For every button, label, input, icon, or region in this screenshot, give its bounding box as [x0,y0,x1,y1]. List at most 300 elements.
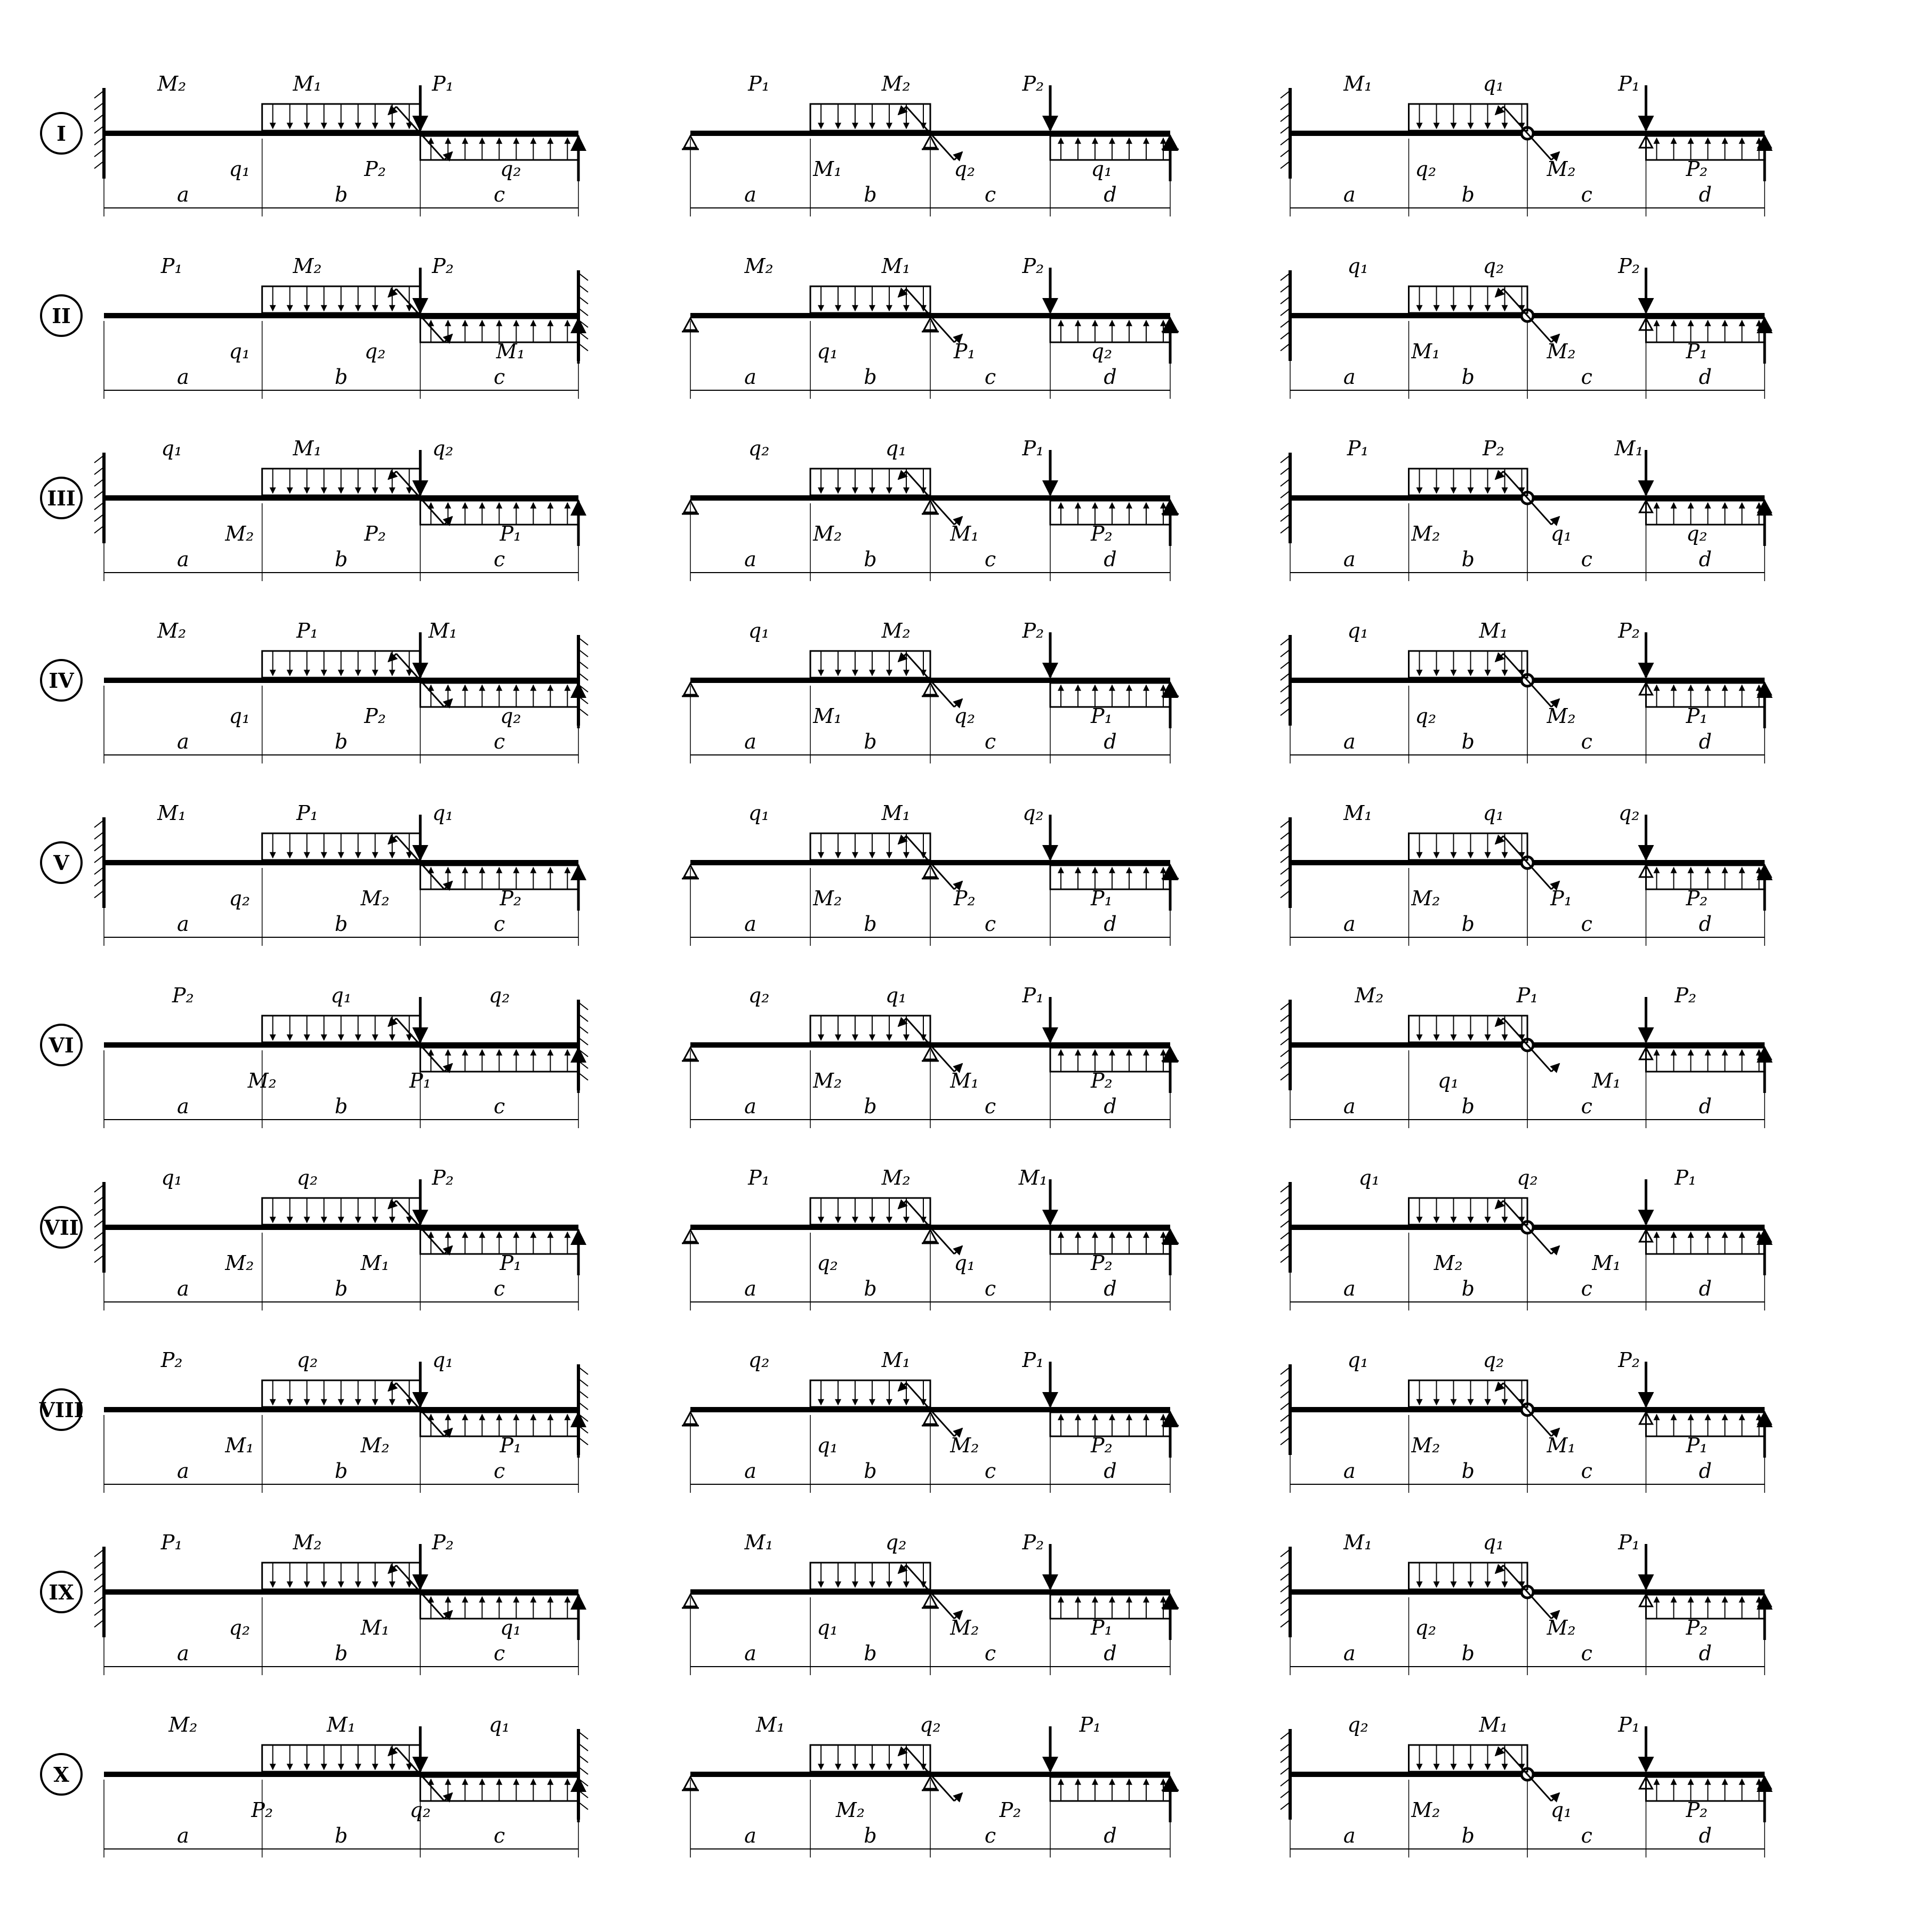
load-label: P₂ [1618,1348,1640,1372]
span-label: a [744,183,756,206]
distributed-load [1409,469,1528,495]
beam-scheme [104,1713,588,1857]
span-label: d [1104,1824,1117,1847]
moment-arrow [1495,1565,1503,1573]
span-label: a [1343,365,1356,389]
load-label: q₁ [1091,157,1113,181]
span-label: b [334,730,348,753]
load-label: M₁ [428,619,457,642]
load-label: P₂ [432,1166,454,1189]
distributed-load [810,651,930,678]
moment-arrow [898,1748,906,1756]
load-label: M₂ [225,1251,254,1275]
beam-scheme [682,1348,1179,1493]
span-label: d [1698,730,1712,753]
load-label: M₁ [1479,619,1508,642]
span-label: c [984,548,996,571]
moment-arrow [898,107,906,115]
beam-scheme [94,437,578,581]
beam-scheme [1281,1531,1771,1675]
load-label: q₁ [161,1166,182,1189]
load-label: P₁ [1686,1434,1708,1457]
load-label: M₂ [813,1069,842,1092]
span-label: a [744,730,756,753]
span-label: c [984,1824,996,1847]
load-label: P₂ [1686,1616,1708,1639]
load-label: q₁ [229,704,251,728]
scheme-row [41,72,1771,216]
span-label: c [494,1642,505,1665]
span-label: a [177,1459,189,1483]
load-label: P₂ [1022,1531,1044,1554]
span-label: d [1104,1642,1117,1665]
load-label: q₂ [1091,340,1113,363]
span-label: a [1343,730,1356,753]
load-label: P₂ [1483,437,1504,460]
span-label: b [864,730,877,753]
span-label: a [1343,548,1356,571]
row-numeral: VI [49,1033,74,1057]
moment-arrow [898,471,906,479]
distributed-load [810,1198,930,1225]
load-label: q₂ [296,1348,318,1372]
load-label: P₁ [500,1434,522,1457]
span-label: a [177,548,189,571]
distributed-load [1050,1230,1170,1254]
load-label: M₁ [950,1069,979,1092]
moment-arrow [1495,1383,1503,1391]
moment-arrow [898,836,906,844]
span-label: a [744,1459,756,1483]
span-label: d [1104,912,1117,936]
beam-scheme [104,254,588,399]
span-label: d [1698,365,1712,389]
span-label: d [1698,183,1712,206]
span-label: a [744,1277,756,1300]
scheme-row [41,1531,1771,1675]
span-label: a [1343,912,1356,936]
distributed-load [1409,1563,1528,1589]
span-label: c [1581,1277,1592,1300]
span-label: a [1343,183,1356,206]
span-label: b [864,183,877,206]
load-label: M₂ [813,887,842,910]
load-label: q₁ [1347,1348,1368,1372]
distributed-load [1646,683,1765,707]
span-label: c [494,1095,505,1118]
load-label: M₂ [157,619,187,642]
load-label: M₁ [813,704,842,728]
load-label: P₁ [1347,437,1369,460]
span-label: a [177,1277,189,1300]
load-label: P₂ [364,157,386,181]
beam-scheme [1281,801,1771,946]
span-label: c [494,730,505,753]
beam-scheme [682,254,1179,399]
beam-scheme [682,801,1179,946]
distributed-load [1646,318,1765,342]
load-label: M₂ [881,619,911,642]
load-label: P₂ [432,1531,454,1554]
load-label: q₁ [817,1434,838,1457]
distributed-load [1050,136,1170,160]
load-label: q₁ [229,157,251,181]
span-label: a [744,1642,756,1665]
scheme-row [41,801,1771,946]
load-label: P₁ [160,1531,183,1554]
span-label: d [1104,183,1117,206]
beam-scheme [682,619,1179,763]
load-label: q₂ [296,1166,318,1189]
load-label: q₂ [500,157,521,181]
load-label: P₁ [1550,887,1572,910]
load-label: q₂ [1686,522,1708,545]
scheme-row [41,1713,1771,1857]
distributed-load [1646,1595,1765,1619]
load-label: M₁ [1614,437,1644,460]
load-label: q₂ [748,1348,770,1372]
span-label: c [494,183,505,206]
load-label: P₂ [1091,522,1113,545]
row-numeral: III [47,486,76,510]
distributed-load [1409,1380,1528,1407]
load-label: q₂ [229,1616,251,1639]
row-numeral: IV [49,669,74,693]
span-label: c [494,1277,505,1300]
load-label: M₁ [225,1434,254,1457]
scheme-row [41,254,1771,399]
load-label: q₁ [1483,72,1504,95]
load-label: q₂ [748,437,770,460]
span-label: b [1461,548,1475,571]
span-label: b [1461,365,1475,389]
span-label: b [334,548,348,571]
load-label: M₂ [1411,1434,1440,1457]
load-label: M₂ [225,522,254,545]
load-label: M₁ [1018,1166,1048,1189]
load-label: q₁ [748,619,770,642]
span-label: c [984,1459,996,1483]
span-label: c [1581,1824,1592,1847]
distributed-load [1409,286,1528,313]
load-label: M₁ [293,72,322,95]
load-label: q₂ [1023,801,1044,825]
load-label: M₁ [1547,1434,1576,1457]
load-label: P₂ [1686,1798,1708,1822]
beam-scheme [94,1531,578,1675]
load-label: P₁ [296,801,318,825]
load-label: M₂ [1411,522,1440,545]
load-label: P₁ [748,72,770,95]
load-label: q₂ [885,1531,907,1554]
load-label: M₂ [813,522,842,545]
distributed-load [1409,833,1528,860]
beam-scheme [682,1531,1179,1675]
beam-scheme [104,1348,588,1493]
distributed-load [1050,1048,1170,1072]
moment-arrow [898,289,906,297]
span-label: a [744,365,756,389]
load-label: M₁ [1592,1251,1621,1275]
load-label: q₁ [817,340,838,363]
row-numeral: II [52,304,71,328]
load-label: P₁ [1686,340,1708,363]
load-label: M₂ [950,1616,979,1639]
load-label: P₁ [1618,1713,1640,1736]
moment-arrow [1495,1018,1503,1026]
load-label: P₂ [1091,1434,1113,1457]
distributed-load [1409,651,1528,678]
load-label: q₂ [920,1713,941,1736]
load-label: q₁ [331,984,352,1007]
span-label: b [334,1642,348,1665]
span-label: c [494,1459,505,1483]
load-label: M₂ [1411,1798,1440,1822]
distributed-load [1409,1198,1528,1225]
load-label: q₁ [748,801,770,825]
distributed-load [810,286,930,313]
span-label: c [984,912,996,936]
load-label: M₂ [881,1166,911,1189]
span-label: a [744,1095,756,1118]
beam-scheme [1281,254,1771,399]
distributed-load [1646,136,1765,160]
span-label: c [1581,1642,1592,1665]
span-label: c [1581,183,1592,206]
distributed-load [1646,1412,1765,1436]
span-label: d [1104,548,1117,571]
span-label: d [1698,1642,1712,1665]
load-label: P₂ [500,887,522,910]
span-label: b [334,1459,348,1483]
row-numeral: IX [49,1580,74,1604]
span-label: c [984,1277,996,1300]
span-label: a [177,183,189,206]
distributed-load [810,1016,930,1042]
row-numeral: V [53,851,69,875]
span-label: a [177,1095,189,1118]
load-label: P₁ [500,522,522,545]
span-label: c [494,548,505,571]
load-label: P₂ [1618,254,1640,278]
load-label: M₂ [1355,984,1384,1007]
load-label: q₁ [432,1348,454,1372]
load-label: M₁ [496,340,525,363]
span-label: d [1698,912,1712,936]
load-label: q₂ [1483,254,1504,278]
beam-scheme [682,984,1179,1128]
beam-scheme [1281,437,1771,581]
load-label: q₂ [488,984,510,1007]
load-label: P₁ [1022,984,1044,1007]
span-label: d [1698,1277,1712,1300]
load-label: P₁ [953,340,976,363]
distributed-load [1646,1777,1765,1801]
span-label: d [1104,365,1117,389]
moment-arrow [898,1018,906,1026]
span-label: b [1461,730,1475,753]
span-label: c [1581,912,1592,936]
span-label: b [864,1095,877,1118]
load-label: q₂ [229,887,251,910]
load-label: q₂ [1415,704,1437,728]
load-label: P₁ [1675,1166,1697,1189]
load-label: q₂ [1517,1166,1538,1189]
span-label: b [1461,183,1475,206]
beam-scheme [1281,1166,1771,1310]
span-label: b [864,1824,877,1847]
load-label: P₂ [1022,254,1044,278]
load-label: q₂ [409,1798,431,1822]
load-label: q₁ [229,340,251,363]
distributed-load [1646,1048,1765,1072]
load-label: M₁ [881,1348,911,1372]
load-label: P₁ [409,1069,431,1092]
span-label: d [1698,548,1712,571]
span-label: c [1581,1095,1592,1118]
span-label: b [1461,912,1475,936]
row-numeral: VIII [39,1398,84,1422]
load-label: P₁ [1686,704,1708,728]
load-label: M₂ [157,72,187,95]
span-label: c [494,365,505,389]
load-label: M₁ [813,157,842,181]
span-label: c [494,912,505,936]
load-label: M₂ [1547,704,1576,728]
load-label: q₁ [1483,801,1504,825]
load-label: P₂ [953,887,976,910]
load-label: M₁ [744,1531,774,1554]
beam-scheme [104,619,588,763]
span-label: b [334,912,348,936]
load-label: P₁ [500,1251,522,1275]
span-label: c [1581,730,1592,753]
load-label: M₁ [326,1713,356,1736]
load-label: P₂ [364,522,386,545]
load-label: P₂ [1091,1069,1113,1092]
load-label: M₁ [1343,1531,1373,1554]
load-label: M₁ [755,1713,785,1736]
load-label: P₁ [748,1166,770,1189]
beam-scheme [682,437,1179,581]
scheme-row [41,1166,1771,1310]
span-label: c [984,1642,996,1665]
load-label: P₁ [1022,437,1044,460]
load-label: q₂ [1347,1713,1368,1736]
load-label: M₂ [360,1434,390,1457]
load-label: P₂ [1618,619,1640,642]
load-label: M₁ [881,254,911,278]
span-label: d [1698,1459,1712,1483]
moment-arrow [1495,836,1503,844]
moment-arrow [1495,289,1503,297]
span-label: b [334,1824,348,1847]
span-label: b [864,1642,877,1665]
load-label: M₁ [1479,1713,1508,1736]
load-label: M₂ [247,1069,277,1092]
load-label: P₁ [160,254,183,278]
load-label: M₁ [1592,1069,1621,1092]
distributed-load [1050,683,1170,707]
beam-scheme [682,1166,1179,1310]
load-label: q₂ [1483,1348,1504,1372]
span-label: d [1698,1095,1712,1118]
span-label: b [864,1459,877,1483]
moment-arrow [1495,107,1503,115]
beam-scheme [1281,984,1771,1128]
load-label: M₂ [1547,1616,1576,1639]
span-label: b [1461,1095,1475,1118]
distributed-load [1050,501,1170,525]
distributed-load [1646,1230,1765,1254]
load-label: q₂ [954,704,976,728]
load-label: P₂ [364,704,386,728]
load-label: P₂ [1686,887,1708,910]
span-label: b [864,912,877,936]
load-label: M₂ [168,1713,198,1736]
moment-arrow [1495,654,1503,662]
load-label: M₂ [1547,340,1576,363]
beam-scheme [94,72,578,216]
load-label: q₁ [1483,1531,1504,1554]
row-numeral: I [57,122,66,146]
load-label: q₁ [1347,254,1368,278]
load-label: q₁ [885,437,907,460]
load-label: M₂ [1411,887,1440,910]
span-label: b [1461,1642,1475,1665]
load-label: q₂ [432,437,454,460]
distributed-load [1050,1595,1170,1619]
load-label: P₁ [1516,984,1539,1007]
load-label: P₂ [160,1348,183,1372]
distributed-load [810,833,930,860]
beam-scheme [1281,72,1771,216]
load-label: P₂ [1022,72,1044,95]
span-label: c [1581,548,1592,571]
load-label: q₁ [161,437,182,460]
row-numeral: X [53,1763,69,1787]
load-label: q₂ [1415,157,1437,181]
row-numeral: VII [44,1216,79,1240]
moment-arrow [898,654,906,662]
load-label: q₂ [1618,801,1640,825]
moment-arrow [898,1201,906,1209]
span-label: b [334,1095,348,1118]
load-label: M₁ [1343,801,1373,825]
scheme-row [39,1348,1771,1493]
load-label: P₂ [1022,619,1044,642]
beam-scheme [682,72,1179,216]
span-label: c [984,183,996,206]
load-label: M₁ [157,801,187,825]
load-label: M₁ [360,1616,390,1639]
span-label: a [1343,1824,1356,1847]
span-label: b [1461,1459,1475,1483]
span-label: b [864,1277,877,1300]
distributed-load [1646,501,1765,525]
beam-scheme [94,801,578,946]
distributed-load [1050,1412,1170,1436]
moment-arrow [1495,1201,1503,1209]
load-label: M₁ [360,1251,390,1275]
span-label: b [864,548,877,571]
span-label: a [744,548,756,571]
load-label: M₂ [744,254,774,278]
span-label: c [984,730,996,753]
load-label: q₁ [488,1713,510,1736]
load-label: q₂ [364,340,386,363]
distributed-load [810,1563,930,1589]
